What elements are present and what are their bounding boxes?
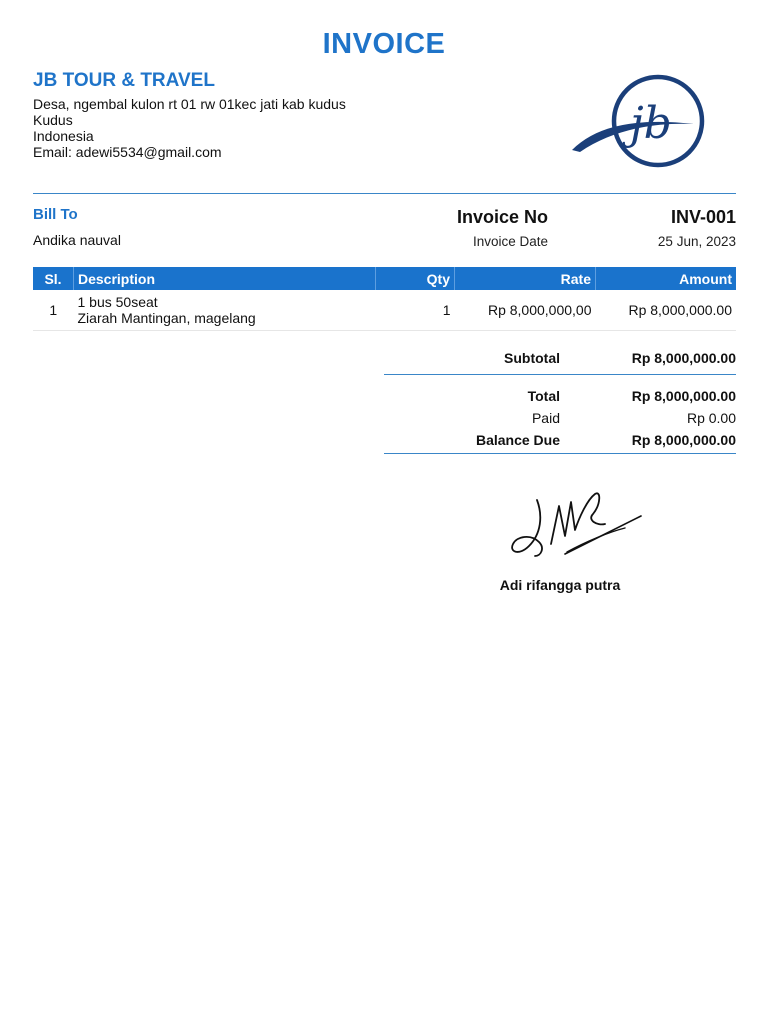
header-divider [33, 193, 736, 194]
totals-divider [384, 453, 736, 454]
company-country: Indonesia [33, 128, 94, 144]
row-amount: Rp 8,000,000.00 [596, 290, 737, 331]
company-name: JB TOUR & TRAVEL [33, 70, 215, 91]
row-sl: 1 [33, 290, 74, 331]
subtotal-divider [384, 374, 736, 375]
company-email: Email: adewi5534@gmail.com [33, 144, 222, 160]
bill-to-label: Bill To [33, 206, 78, 223]
paid-label: Paid [531, 410, 560, 426]
table-row [33, 290, 736, 331]
header-qty: Qty [376, 267, 455, 290]
bill-to-name: Andika nauval [33, 232, 121, 248]
signatory-name: Adi rifangga putra [499, 577, 621, 593]
signature-image [505, 486, 645, 570]
logo-monogram: jb [630, 98, 672, 149]
balance-due-label: Balance Due [475, 432, 560, 448]
invoice-number-value: INV-001 [670, 207, 736, 227]
balance-due-value: Rp 8,000,000.00 [631, 432, 736, 448]
row-description-line2: Ziarah Mantingan, magelang [77, 310, 256, 326]
page-title: INVOICE [322, 28, 446, 60]
invoice-date-value: 25 Jun, 2023 [657, 234, 736, 249]
company-block [33, 70, 513, 160]
company-logo [570, 74, 706, 170]
row-description-line1: 1 bus 50seat [77, 294, 158, 310]
company-address-line1: Desa, ngembal kulon rt 01 rw 01kec jati kab kudus [33, 96, 346, 112]
header-amount: Amount [596, 267, 737, 290]
row-description [74, 290, 376, 331]
line-items-table [33, 267, 736, 331]
header-rate: Rate [455, 267, 596, 290]
subtotal-value: Rp 8,000,000.00 [631, 350, 736, 366]
header-description: Description [74, 267, 376, 290]
paid-value: Rp 0.00 [686, 410, 736, 426]
header-sl: Sl. [33, 267, 74, 290]
bill-to-block [33, 206, 121, 248]
invoice-number-label: Invoice No [456, 207, 548, 227]
total-label: Total [527, 388, 560, 404]
total-value: Rp 8,000,000.00 [631, 388, 736, 404]
table-header-row [33, 267, 736, 290]
subtotal-label: Subtotal [504, 350, 560, 366]
invoice-date-label: Invoice Date [472, 234, 548, 249]
row-rate: Rp 8,000,000,00 [455, 290, 596, 331]
row-qty: 1 [376, 290, 455, 331]
company-address-line2: Kudus [33, 112, 73, 128]
